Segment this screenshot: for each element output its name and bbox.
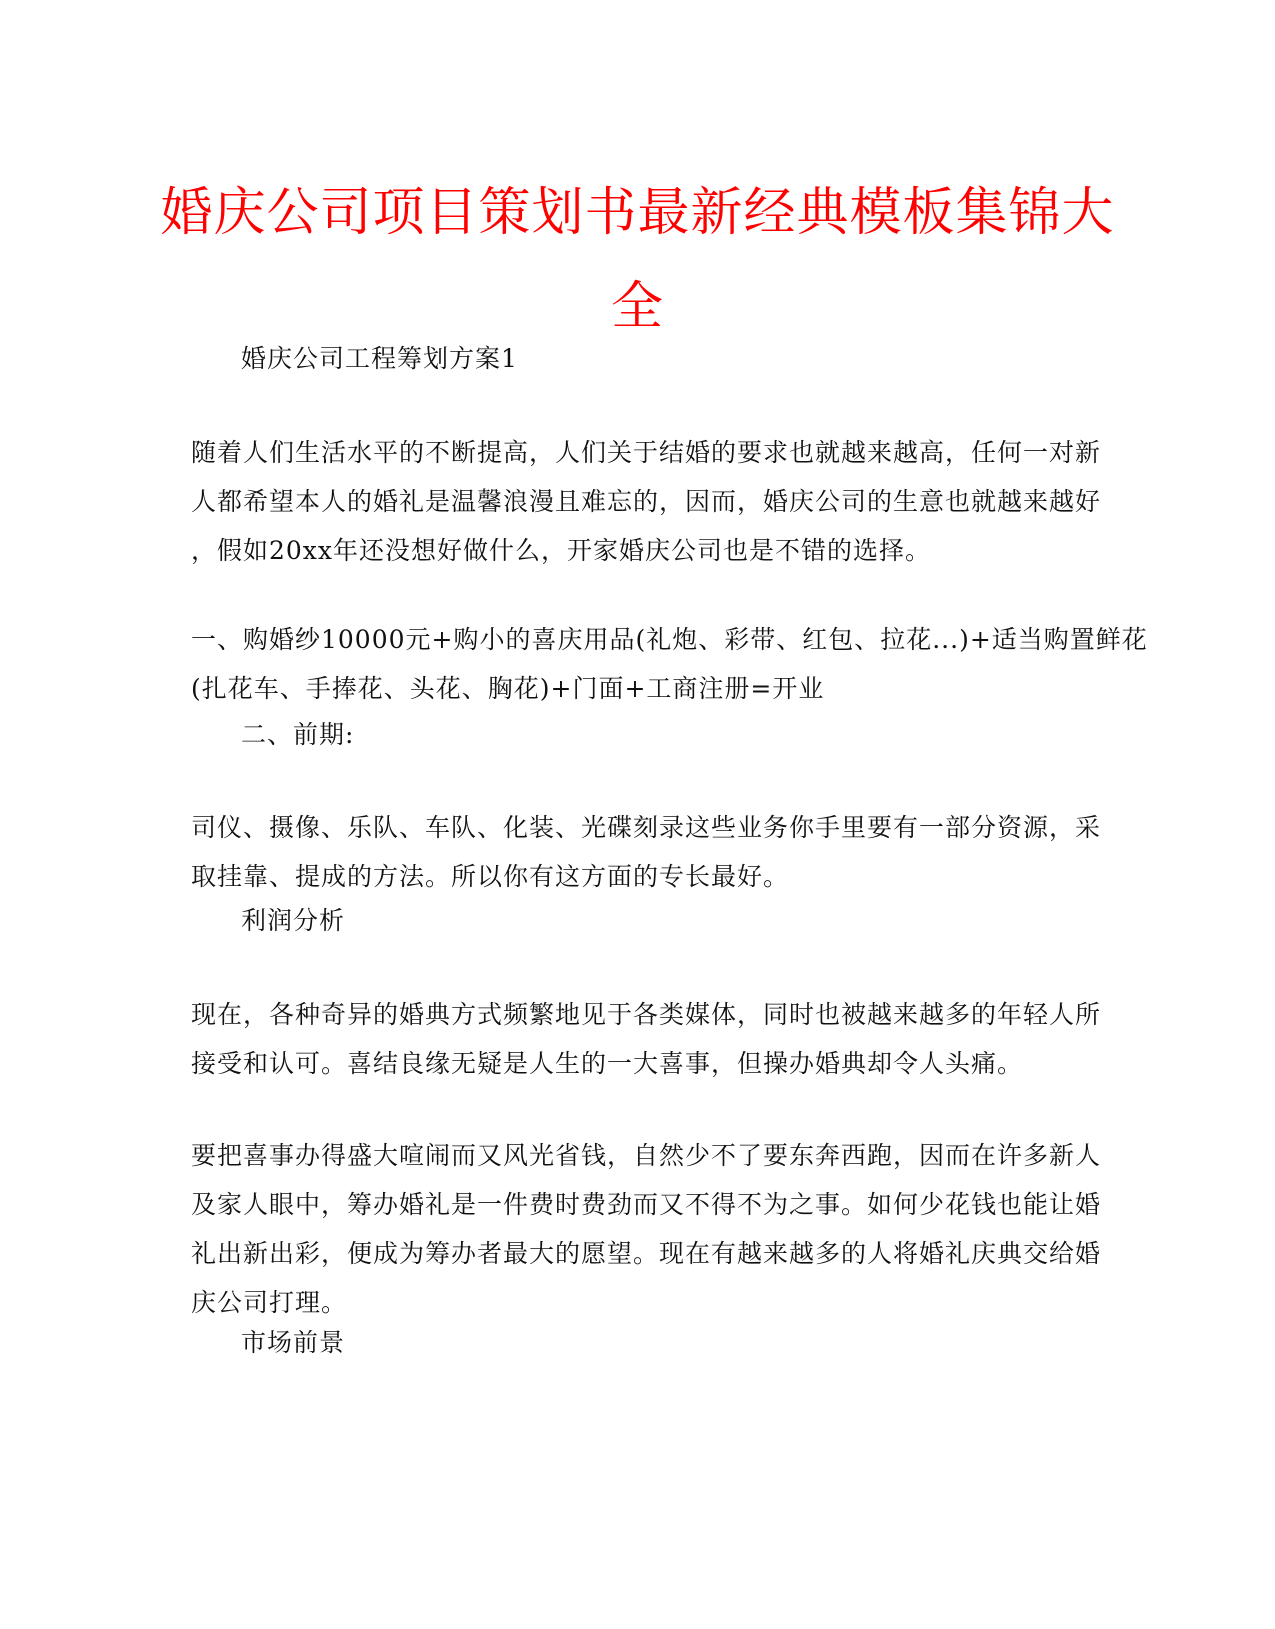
- intro-line: 随着人们生活水平的不断提高，人们关于结婚的要求也就越来越高，任何一对新: [191, 438, 1102, 467]
- intro-line: ，假如20xx年还没想好做什么，开家婚庆公司也是不错的选择。: [191, 536, 932, 565]
- resources-line: 取挂靠、提成的方法。所以你有这方面的专长最好。: [191, 862, 790, 891]
- wedding-line: 要把喜事办得盛大喧闹而又风光省钱，自然少不了要东奔西跑，因而在许多新人: [191, 1141, 1102, 1170]
- wedding-line: 庆公司打理。: [191, 1288, 348, 1317]
- resources-line: 司仪、摄像、乐队、车队、化装、光碟刻录这些业务你手里要有一部分资源，采: [191, 813, 1102, 842]
- document-title: [150, 166, 1125, 354]
- section-one-line: 一、购婚纱10000元+购小的喜庆用品(礼炮、彩带、红包、拉花...)+适当购置鲜花: [191, 625, 1148, 654]
- resources-paragraph: [191, 803, 1102, 901]
- wedding-paragraph: [191, 1131, 1102, 1327]
- section-two-heading: 二、前期:: [241, 720, 355, 749]
- title-line-1: 婚庆公司项目策划书最新经典模板集锦大: [160, 183, 1115, 243]
- profit-paragraph: [191, 990, 1102, 1088]
- intro-line: 人都希望本人的婚礼是温馨浪漫且难忘的，因而，婚庆公司的生意也就越来越好: [191, 487, 1102, 516]
- section-one-paragraph: [191, 615, 1148, 713]
- intro-paragraph: [191, 428, 1102, 575]
- title-line-2: 全: [610, 277, 664, 337]
- section-one-line: (扎花车、手捧花、头花、胸花)+门面+工商注册=开业: [191, 674, 825, 703]
- profit-line: 接受和认可。喜结良缘无疑是人生的一大喜事，但操办婚典却令人头痛。: [191, 1049, 1024, 1078]
- wedding-line: 及家人眼中，筹办婚礼是一件费时费劲而又不得不为之事。如何少花钱也能让婚: [191, 1190, 1102, 1219]
- profit-line: 现在，各种奇异的婚典方式频繁地见于各类媒体，同时也被越来越多的年轻人所: [191, 1000, 1102, 1029]
- wedding-line: 礼出新出彩，便成为筹办者最大的愿望。现在有越来越多的人将婚礼庆典交给婚: [191, 1239, 1102, 1268]
- plan-heading: 婚庆公司工程筹划方案1: [241, 344, 518, 373]
- market-heading: 市场前景: [241, 1328, 346, 1357]
- profit-heading: 利润分析: [241, 906, 346, 935]
